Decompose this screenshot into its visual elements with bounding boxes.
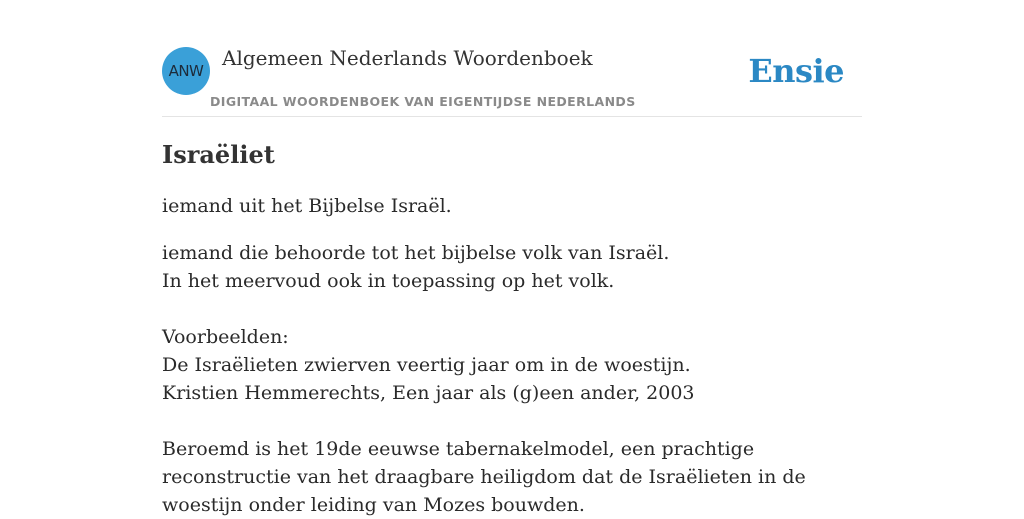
site-header bbox=[162, 40, 862, 117]
anw-logo[interactable]: ANW bbox=[162, 47, 210, 95]
site-subtitle: DIGITAAL WOORDENBOEK VAN EIGENTIJDSE NEDERLANDS bbox=[210, 94, 636, 109]
ensie-brand-logo[interactable]: Ensie bbox=[748, 52, 844, 90]
long-definition: iemand die behoorde tot het bijbelse volk van Israël. In het meervoud ook in toepassing op het volk. Voorbeelden: De Israëlieten zwierven veertig jaar om in de woestijn. Kristien Hemmerechts, Een jaar als (g)een ander, 2003 Beroemd is het 19de eeuwse tabernakelmodel, een prachtige reconstructie van het draagbare heiligdom dat de Israëlieten in de woestijn onder leiding van Mozes bouwden. bbox=[162, 242, 806, 516]
entry-headword: Israëliet bbox=[162, 140, 275, 169]
entry-content bbox=[162, 140, 862, 519]
short-definition: iemand uit het Bijbelse Israël. bbox=[162, 195, 452, 217]
site-title[interactable]: Algemeen Nederlands Woordenboek bbox=[222, 46, 593, 70]
